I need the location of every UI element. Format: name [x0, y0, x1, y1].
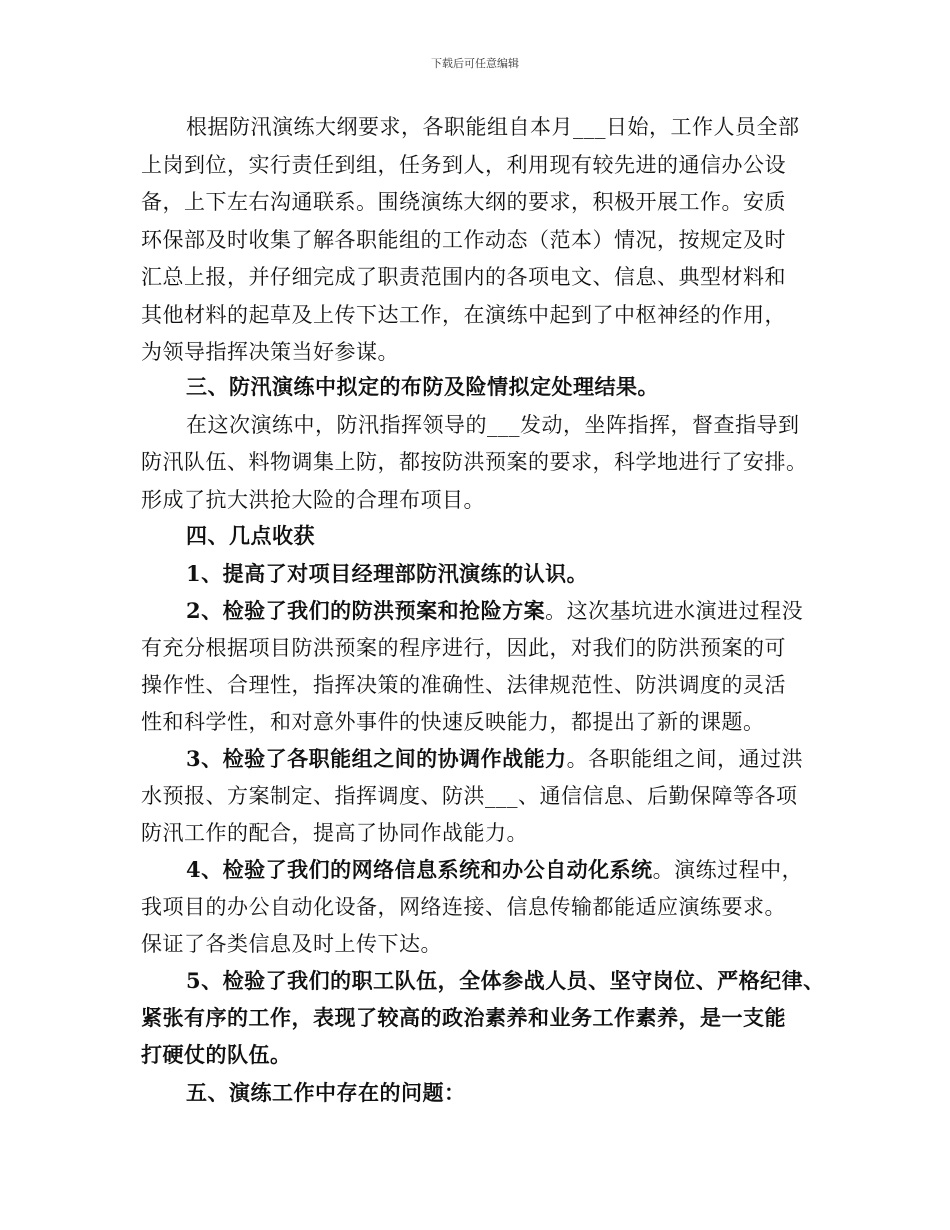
- paragraph-line: 其他材料的起草及上传下达工作，在演练中起到了中枢神经的作用，: [141, 303, 786, 327]
- paragraph-line: 性和科学性，和对意外事件的快速反映能力，都提出了新的课题。: [141, 710, 765, 734]
- paragraph-line: 汇总上报，并仔细完成了职责范围内的各项电文、信息、典型材料和: [141, 265, 786, 289]
- gain-item-3-text: 。各职能组之间，通过洪: [566, 747, 804, 771]
- section-heading-5: 五、演练工作中存在的问题：: [186, 1080, 466, 1105]
- paragraph-line: 为领导指挥决策当好参谋。: [141, 340, 399, 364]
- paragraph-line: 保证了各类信息及时上传下达。: [141, 932, 442, 956]
- section-heading-3: 三、防汛演练中拟定的布防及险情拟定处理结果。: [186, 374, 659, 399]
- paragraph-line: 上岗到位，实行责任到组，任务到人，利用现有较先进的通信办公设: [141, 153, 786, 177]
- gain-item-2-title: 2、检验了我们的防洪预案和抢险方案: [186, 598, 546, 623]
- paragraph-line: 防汛工作的配合，提高了协同作战能力。: [141, 821, 528, 845]
- gain-item-2-text: 。这次基坑进水演进过程没: [545, 599, 804, 623]
- gain-item-3-line: [186, 745, 866, 773]
- gain-item-2-line: [186, 597, 866, 625]
- paragraph-line: 在这次演练中，防汛指挥领导的___发动，坐阵指挥，督查指导到: [186, 413, 800, 437]
- gain-item-5: 5、检验了我们的职工队伍，全体参战人员、坚守岗位、严格纪律、: [186, 968, 825, 993]
- paragraph-line: 水预报、方案制定、指挥调度、防洪___、通信信息、后勤保障等各项: [141, 784, 798, 808]
- section-heading-4: 四、几点收获: [186, 523, 315, 548]
- paragraph-line: 环保部及时收集了解各职能组的工作动态（范本）情况，按规定及时: [141, 228, 786, 252]
- paragraph-line: 根据防汛演练大纲要求，各职能组自本月___日始，工作人员全部: [186, 115, 800, 139]
- paragraph-line: 有充分根据项目防洪预案的程序进行，因此，对我们的防洪预案的可: [141, 636, 786, 660]
- gain-item-5-line: 紧张有序的工作，表现了较高的政治素养和业务工作素养，是一支能: [141, 1005, 786, 1030]
- paragraph-line: 形成了抗大洪抢大险的合理布项目。: [141, 488, 485, 512]
- gain-item-3-title: 3、检验了各职能组之间的协调作战能力: [186, 746, 567, 771]
- paragraph-line: 操作性、合理性，指挥决策的准确性、法律规范性、防洪调度的灵活: [141, 673, 786, 697]
- gain-item-4-text: 。演练过程中，: [652, 858, 804, 882]
- gain-item-1: 1、提高了对项目经理部防汛演练的认识。: [186, 561, 589, 586]
- gain-item-4-line: [186, 856, 866, 884]
- paragraph-line: 防汛队伍、料物调集上防，都按防洪预案的要求，科学地进行了安排。: [141, 450, 808, 474]
- header-note: 下载后可任意编辑: [431, 57, 519, 70]
- gain-item-5-line: 打硬仗的队伍。: [141, 1042, 292, 1067]
- gain-item-4-title: 4、检验了我们的网络信息系统和办公自动化系统: [186, 857, 653, 882]
- paragraph-line: 备，上下左右沟通联系。围绕演练大纲的要求，积极开展工作。安质: [141, 190, 786, 214]
- paragraph-line: 我项目的办公自动化设备，网络连接、信息传输都能适应演练要求。: [141, 895, 786, 919]
